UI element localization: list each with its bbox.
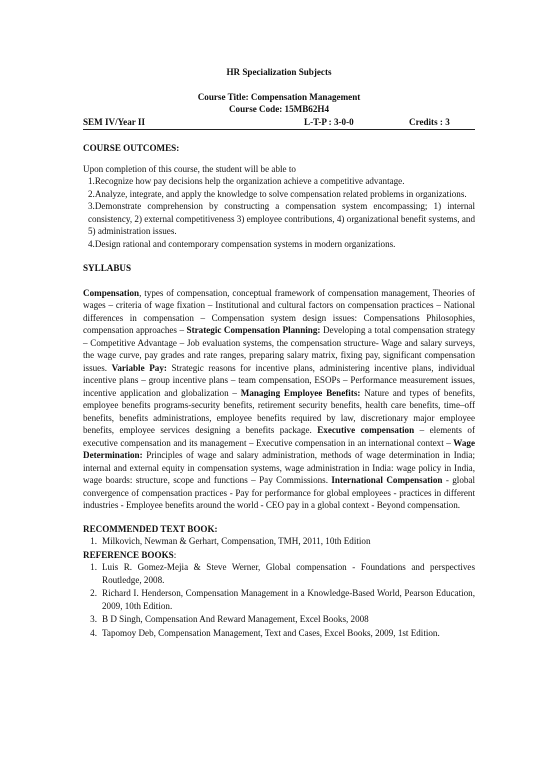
ltp-label: L-T-P : 3-0-0 [304, 116, 354, 127]
syllabus-term: Wage Determination: [83, 437, 475, 460]
semester-row [83, 116, 475, 131]
list-number: 2. [90, 588, 97, 598]
syllabus-text: , types of compensation, conceptual framework of compensation management, Theories of wages – criteria of wage fixation – Institutional and cultural factors on compensation practices – National differences in compensation – Compensation system design issues: Compensations Philosophies, compensation approaches – [83, 287, 475, 335]
list-number: 1. [90, 562, 97, 572]
reference-item [83, 561, 475, 586]
outcome-item: 4.Design rational and contemporary compensation systems in modern organizations. [88, 238, 396, 249]
syllabus-text: Strategic reasons for incentive plans, administering incentive plans, individual incentive plans – group incentive plans – team compensation, ESOPs – Performance measurement issues, incentive application and globalization – [83, 362, 475, 398]
syllabus-text: Developing a total compensation strategy – Competitive Advantage – Job evaluation systems, the compensation structure- Wage and salary surveys, the wage curve, pay grades and rate ranges, preparing salary matrix, fixing pay, significant compensation issues. [83, 325, 475, 373]
reference-text: Tapomoy Deb, Compensation Management, Text and Cases, Excel Books, 2009, 1st Edition. [102, 627, 440, 638]
syllabus-term: Managing Employee Benefits: [240, 387, 361, 398]
reference-text: B D Singh, Compensation And Reward Management, Excel Books, 2008 [102, 614, 369, 624]
textbook-heading: RECOMMENDED TEXT BOOK: [83, 523, 218, 534]
textbook-text: Milkovich, Newman & Gerhart, Compensation, TMH, 2011, 10th Edition [102, 536, 371, 546]
outcomes-heading: COURSE OUTCOMES: [83, 143, 180, 153]
textbook-item [83, 535, 475, 548]
textbook-list [83, 535, 475, 548]
syllabus-body [83, 287, 475, 512]
reference-text: Luis R. Gomez-Mejia & Steve Werner, Global compensation - Foundations and perspectives Routledge, 2008. [102, 562, 475, 585]
outcome-item: 2.Analyze, integrate, and apply the knowledge to solve compensation related problems in organizations. [88, 188, 467, 199]
page-title: HR Specialization Subjects [226, 67, 332, 77]
syllabus-text: – elements of executive compensation and its management – Executive compensation in an international context – [83, 425, 475, 448]
outcome-item: 3.Demonstrate comprehension by constructing a compensation system encompassing; 1) internal consistency, 2) external competitiveness 3) employee contributions, 4) organizational benefit systems, and 5) administration issues. [88, 201, 475, 236]
reference-item [83, 627, 475, 640]
syllabus-term: Compensation [83, 287, 140, 298]
syllabus-term: International Compensation [331, 475, 443, 485]
outcomes-intro: Upon completion of this course, the student will be able to [83, 163, 296, 174]
syllabus-term: Executive compensation [317, 425, 415, 435]
reference-item [83, 587, 475, 612]
credits-label: Credits : 3 [409, 116, 450, 127]
outcomes-section [83, 163, 475, 251]
references-heading: REFERENCE BOOKS [83, 549, 174, 560]
course-title: Course Title: Compensation Management [197, 91, 361, 102]
syllabus-heading: SYLLABUS [83, 263, 132, 273]
list-number: 4. [90, 627, 97, 638]
syllabus-text: Nature and types of benefits, employee benefits programs-security benefits, retirement security benefits, health care benefits, time–off benefits, benefits administrations, employee benefits required by law, discretionary major employee benefits, employee services designing a benefits package. [83, 387, 475, 435]
syllabus-term: Strategic Compensation Planning: [186, 325, 321, 335]
list-number: 1. [90, 536, 97, 546]
syllabus-term: Variable Pay: [111, 362, 167, 373]
outcome-item: 1.Recognize how pay decisions help the organization achieve a competitive advantage. [88, 176, 405, 186]
list-number: 3. [90, 614, 97, 624]
syllabus-text: - global convergence of compensation practices - Pay for performance for global employees - practices in different industries - Employee benefits around the world - CEO pay in a global context - Beyond compensation. [83, 475, 475, 510]
references-colon: : [173, 549, 177, 560]
reference-text: Richard I. Henderson, Compensation Management in a Knowledge-Based World, Pearson Education, 2009, 10th Edition. [102, 588, 475, 611]
course-code: Course Code: 15MB62H4 [228, 104, 330, 114]
references-heading-row [83, 549, 475, 562]
references-list [83, 561, 475, 639]
semester-label: SEM IV/Year II [83, 116, 145, 127]
document-content [83, 66, 475, 640]
syllabus-text: Principles of wage and salary administration, methods of wage determination in India; internal and external equity in compensation systems, wage administration in India: wage policy in India, wage boards: structure, scope and functions – Pay Commissions. [83, 450, 475, 485]
reference-item [83, 613, 475, 626]
